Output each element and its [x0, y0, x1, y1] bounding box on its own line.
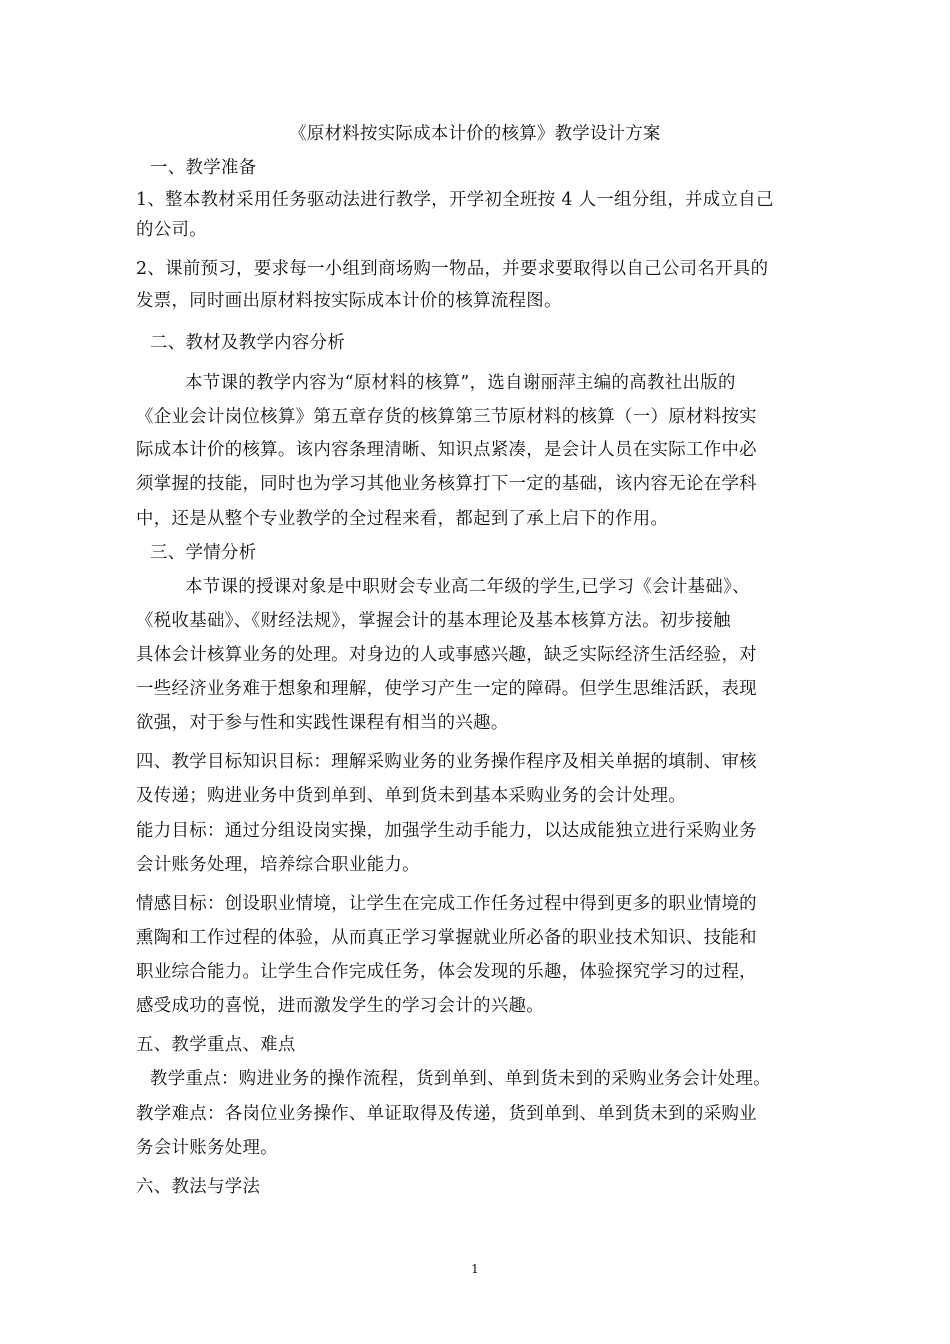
paragraph-line: 及传递；购进业务中货到单到、单到货未到基本采购业务的会计处理。: [136, 786, 686, 806]
section-heading-preparation: 一、教学准备: [150, 158, 257, 178]
paragraph-line: 的公司。: [136, 220, 207, 240]
section-heading-student-analysis: 三、学情分析: [150, 543, 257, 563]
paragraph-line: 能力目标：通过分组设岗实操，加强学生动手能力，以达成能独立进行采购业务: [136, 821, 757, 841]
paragraph-line: 一些经济业务难于想象和理解，使学习产生一定的障碍。但学生思维活跃，表现: [136, 679, 757, 699]
paragraph-line: 会计账务处理，培养综合职业能力。: [136, 855, 420, 875]
paragraph-line: 2、课前预习，要求每一小组到商场购一物品，并要求要取得以自己公司名开具的: [136, 259, 769, 279]
paragraph-line: 本节课的授课对象是中职财会专业高二年级的学生,已学习《会计基础》、: [185, 577, 750, 597]
paragraph-line: 熏陶和工作过程的体验，从而真正学习掌握就业所必备的职业技术知识、技能和: [136, 928, 757, 948]
paragraph-line: 具体会计核算业务的处理。对身边的人或事感兴趣，缺乏实际经济生活经验，对: [136, 645, 757, 665]
paragraph-line: 四、教学目标知识目标：理解采购业务的业务操作程序及相关单据的填制、审核: [136, 752, 757, 772]
paragraph-line: 1、整本教材采用任务驱动法进行教学，开学初全班按 4 人一组分组，并成立自己: [136, 190, 774, 210]
paragraph-line: 中，还是从整个专业教学的全过程来看，都起到了承上启下的作用。: [136, 509, 669, 529]
paragraph-line: 欲强，对于参与性和实践性课程有相当的兴趣。: [136, 713, 509, 733]
section-heading-content-analysis: 二、教材及教学内容分析: [150, 333, 346, 353]
paragraph-line: 《税收基础》、《财经法规》，掌握会计的基本理论及基本核算方法。初步接触: [136, 611, 731, 631]
paragraph-line: 教学难点：各岗位业务操作、单证取得及传递，货到单到、单到货未到的采购业: [136, 1104, 757, 1124]
paragraph-line: 务会计账务处理。: [136, 1138, 278, 1158]
section-heading-key-points: 五、教学重点、难点: [136, 1035, 296, 1055]
paragraph-line: 发票，同时画出原材料按实际成本计价的核算流程图。: [136, 291, 562, 311]
paragraph-line: 情感目标：创设职业情境，让学生在完成工作任务过程中得到更多的职业情境的: [136, 894, 757, 914]
paragraph-line: 须掌握的技能，同时也为学习其他业务核算打下一定的基础，该内容无论在学科: [136, 474, 757, 494]
paragraph-line: 感受成功的喜悦，进而激发学生的学习会计的兴趣。: [136, 996, 545, 1016]
paragraph-line: 本节课的教学内容为“原材料的核算”，选自谢丽萍主编的高教社出版的: [185, 373, 736, 393]
document-title: 《原材料按实际成本计价的核算》教学设计方案: [289, 124, 661, 144]
paragraph-line: 《企业会计岗位核算》第五章存货的核算第三节原材料的核算（一）原材料按实: [136, 407, 757, 427]
page-number: 1: [471, 1262, 479, 1276]
paragraph-line: 教学重点：购进业务的操作流程，货到单到、单到货未到的采购业务会计处理。: [150, 1069, 771, 1089]
paragraph-line: 际成本计价的核算。该内容条理清晰、知识点紧凑，是会计人员在实际工作中必: [136, 440, 757, 460]
section-heading-methods: 六、教法与学法: [136, 1177, 261, 1197]
paragraph-line: 职业综合能力。让学生合作完成任务，体会发现的乐趣，体验探究学习的过程，: [136, 962, 757, 982]
